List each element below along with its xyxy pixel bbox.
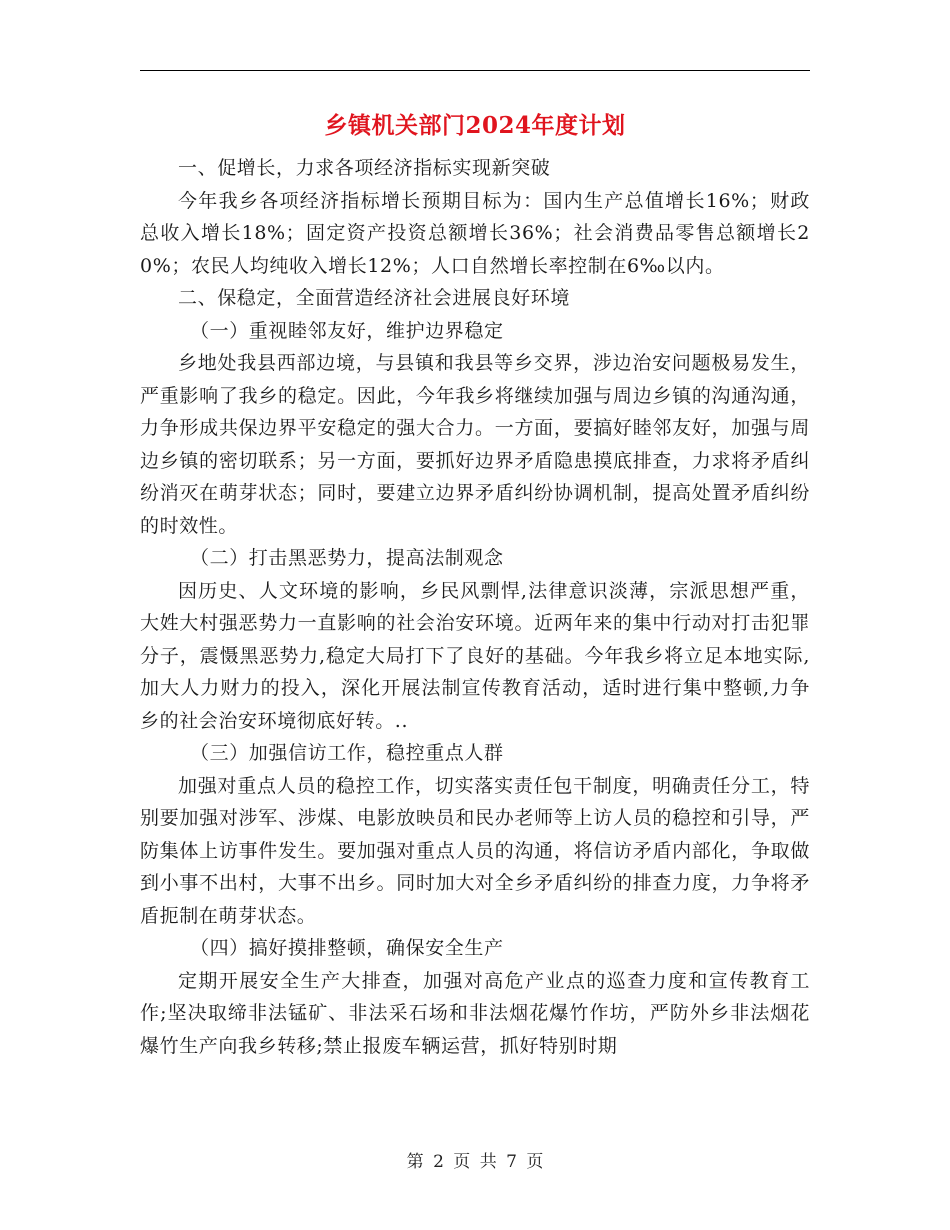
page-number-footer: 第 2 页 共 7 页	[406, 1152, 544, 1172]
subsection-heading-3: （三）加强信访工作，稳控重点人群	[190, 742, 504, 764]
body-paragraph: 加强对重点人员的稳控工作，切实落实责任包干制度，明确责任分工，特别要加强对涉军、涉煤、电影放映员和民办老师等上访人员的稳控和引导，严防集体上访事件发生。要加强对重点人员的沟通，将信访矛盾内部化，争取做到小事不出村，大事不出乡。同时加大对全乡矛盾纠纷的排查力度，力争将矛盾扼制在萌芽状态。	[140, 774, 810, 927]
document-title: 乡镇机关部门2024年度计划	[324, 112, 626, 139]
subsection-heading-1: （一）重视睦邻友好，维护边界稳定	[190, 319, 504, 342]
body-paragraph: 定期开展安全生产大排查，加强对高危产业点的巡查力度和宣传教育工作;坚决取缔非法锰矿、非法采石场和非法烟花爆竹作坊，严防外乡非法烟花爆竹生产向我乡转移;禁止报废车辆运营，抓好特别时期	[140, 969, 810, 1057]
body-paragraph: 因历史、人文环境的影响，乡民风剽悍,法律意识淡薄，宗派思想严重，大姓大村强恶势力一直影响的社会治安环境。近两年来的集中行动对打击犯罪分子，震慑黑恶势力,稳定大局打下了良好的基础。今年我乡将立足本地实际,加大人力财力的投入，深化开展法制宣传教育活动，适时进行集中整顿,力争乡的社会治安环境彻底好转。..	[140, 579, 810, 732]
section-heading-1: 一、促增长，力求各项经济指标实现新突破	[178, 157, 551, 179]
subsection-heading-2: （二）打击黑恶势力，提高法制观念	[190, 547, 504, 569]
body-paragraph: 今年我乡各项经济指标增长预期目标为：国内生产总值增长16%；财政总收入增长18%；固定资产投资总额增长36%；社会消费品零售总额增长20%；农民人均纯收入增长12%；人口自然增长率控制在6‰以内。	[140, 189, 810, 277]
document-body	[140, 152, 810, 1062]
subsection-heading-4: （四）搞好摸排整顿，确保安全生产	[190, 937, 504, 959]
section-heading-2: 二、保稳定，全面营造经济社会进展良好环境	[178, 287, 571, 309]
body-paragraph: 乡地处我县西部边境，与县镇和我县等乡交界，涉边治安问题极易发生，严重影响了我乡的稳定。因此，今年我乡将继续加强与周边乡镇的沟通沟通，力争形成共保边界平安稳定的强大合力。一方面，要搞好睦邻友好，加强与周边乡镇的密切联系；另一方面，要抓好边界矛盾隐患摸底排查，力求将矛盾纠纷消灭在萌芽状态；同时，要建立边界矛盾纠纷协调机制，提高处置矛盾纠纷的时效性。	[140, 352, 810, 537]
header-rule	[140, 70, 810, 71]
